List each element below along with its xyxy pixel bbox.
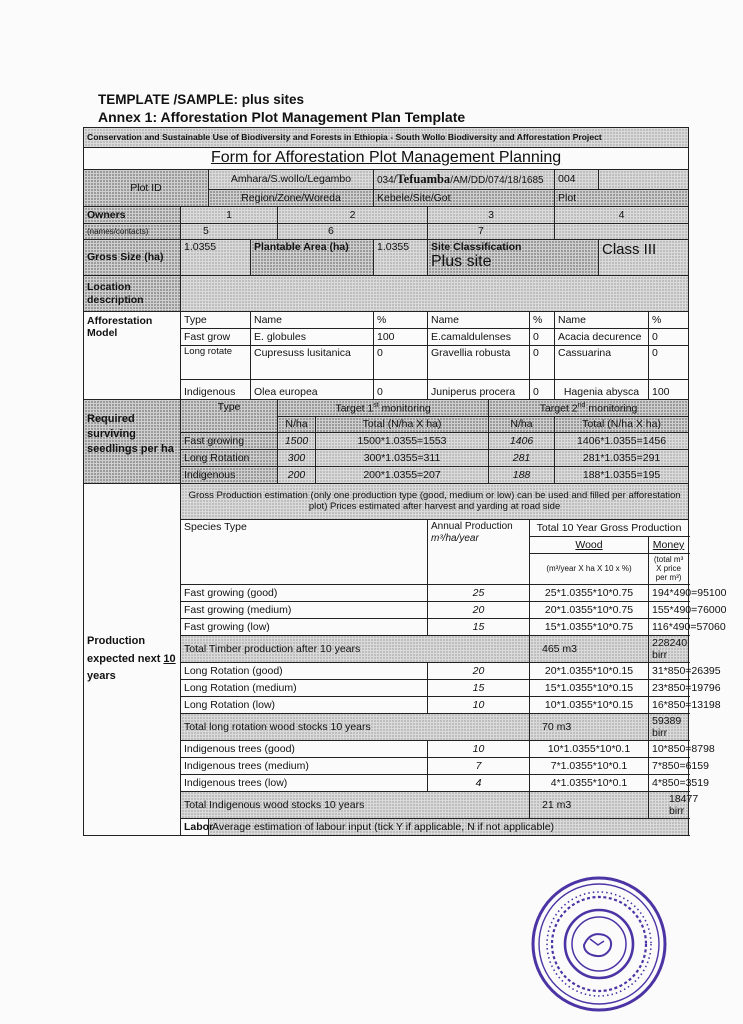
kebele-name: Tefuamba (396, 172, 451, 187)
production-row: Indigenous trees (medium) 7 7*1.0355*10*0.1 7*850=6159 (84, 757, 689, 774)
owners-sublabel: (names/contacts) (84, 224, 181, 240)
region-label: Region/Zone/Woreda (209, 190, 374, 207)
region-value: Amhara/S.wollo/Legambo (209, 170, 374, 190)
production-row: Long Rotation (good) 20 20*1.0355*10*0.15 31*850=26395 (84, 662, 689, 679)
nha-header-2: N/ha (489, 417, 555, 433)
afforestation-row: Long rotate Cupresuss lusitanica 0 Gravellia robusta 0 Cassuarina 0 (84, 346, 689, 380)
target1-header: Target 1st monitoring (278, 400, 489, 417)
location-value (181, 276, 689, 312)
wood-header: Wood (530, 537, 649, 554)
location-label: Location description (84, 276, 181, 312)
total-header-2: Total (N/ha X ha) (555, 417, 689, 433)
wood-formula: (m³/year X ha X 10 x %) (530, 554, 649, 585)
site-class-value: Class III (599, 240, 689, 276)
nha-header-1: N/ha (278, 417, 316, 433)
production-total-row: Total long rotation wood stocks 10 years 70 m3 59389 birr (84, 713, 689, 740)
type-header: Type (181, 312, 251, 329)
production-row: Long Rotation (medium) 15 15*1.0355*10*0.15 23*850=19796 (84, 679, 689, 696)
annex-heading: Annex 1: Afforestation Plot Management Plan Template (98, 109, 466, 125)
production-label: Production expected next 10 years (84, 484, 181, 836)
plot-value: 004 (555, 170, 599, 190)
owner-2: 2 (278, 207, 428, 224)
seedlings-label: Required surviving seedlings per ha (84, 400, 181, 484)
plot-label: Plot (555, 190, 689, 207)
afforestation-row: Indigenous Olea europea 0 Juniperus procera 0 Hagenia abysca 100 (84, 380, 689, 400)
site-classification-label: Site Classification (431, 241, 522, 253)
seedling-row: Long Rotation 300 300*1.0355=311 281 281*1.0355=291 (84, 450, 689, 467)
gross-size-value: 1.0355 (181, 240, 251, 276)
production-row: Indigenous trees (good) 10 10*1.0355*10*0.1 10*850=8798 (84, 740, 689, 757)
owner-5: 5 (181, 224, 278, 240)
pct-header-2: % (530, 312, 555, 329)
production-row: Indigenous trees (low) 4 4*1.0355*10*0.1 4*850=3519 (84, 774, 689, 791)
seedlings-type-header: Type (181, 400, 278, 433)
form-title: Form for Afforestation Plot Management Planning (84, 148, 689, 170)
site-classification (428, 240, 599, 276)
pct-header-1: % (374, 312, 428, 329)
kebele-value: 034/Tefuamba/AM/DD/074/18/1685 (374, 170, 555, 190)
official-stamp-icon (528, 873, 670, 1015)
name-header-2: Name (428, 312, 530, 329)
afforestation-row: Fast grow E. globules 100 E.camaldulenses 0 Acacia decurence 0 (84, 329, 689, 346)
plot-id-label: Plot ID (84, 170, 209, 207)
production-row: Long Rotation (low) 10 10*1.0355*10*0.15 16*850=13198 (84, 696, 689, 713)
production-row: Fast growing (medium) 20 20*1.0355*10*0.75 155*490=76000 (84, 601, 689, 618)
plantable-area-label: Plantable Area (ha) (251, 240, 374, 276)
production-total-row: Total Timber production after 10 years 465 m3 228240 birr (84, 635, 689, 662)
gross-size-label: Gross Size (ha) (84, 240, 181, 276)
template-heading: TEMPLATE /SAMPLE: plus sites (98, 92, 305, 107)
labor-note: Average estimation of labour input (tick Y if applicable, N if not applicable) (209, 818, 689, 835)
owner-6: 6 (278, 224, 428, 240)
project-title: Conservation and Sustainable Use of Biodiversity and Forests in Ethiopia - South Wollo Biodiversity and Afforestation Project (84, 128, 689, 148)
seedling-row: Fast growing 1500 1500*1.0355=1553 1406 1406*1.0355=1456 (84, 433, 689, 450)
owner-7: 7 (428, 224, 555, 240)
species-type-header: Species Type (181, 520, 428, 585)
labor-label: Labor (181, 818, 209, 835)
target2-header: Target 2nd monitoring (489, 400, 689, 417)
money-header: Money (649, 537, 689, 554)
owner-1: 1 (181, 207, 278, 224)
total-header-1: Total (N/ha X ha) (316, 417, 489, 433)
owner-4: 4 (555, 207, 689, 224)
site-classification-value: Plus site (431, 253, 492, 271)
money-formula: (total m³ X price per m³) (649, 554, 689, 585)
production-note: Gross Production estimation (only one production type (good, medium or low) can be used and filled per afforestation plot) Prices estimated after harvest and yarding at road side (181, 484, 689, 520)
owner-3: 3 (428, 207, 555, 224)
pct-header-3: % (649, 312, 689, 329)
owners-label: Owners (84, 207, 181, 224)
production-row: Fast growing (low) 15 15*1.0355*10*0.75 116*490=57060 (84, 618, 689, 635)
name-header-1: Name (251, 312, 374, 329)
production-total-row: Total Indigenous wood stocks 10 years 21 m3 18477 birr (84, 791, 689, 818)
kebele-label: Kebele/Site/Got (374, 190, 555, 207)
annual-production-header: Annual Production m³/ha/year (428, 520, 530, 585)
seedling-row: Indigenous 200 200*1.0355=207 188 188*1.0355=195 (84, 467, 689, 484)
management-plan-form (83, 127, 727, 836)
total-gross-production-header: Total 10 Year Gross Production (530, 520, 689, 537)
production-row: Fast growing (good) 25 25*1.0355*10*0.75 194*490=95100 (84, 584, 689, 601)
name-header-3: Name (555, 312, 649, 329)
plantable-area-value: 1.0355 (374, 240, 428, 276)
afforestation-model-label: Afforestation Model (84, 312, 181, 400)
